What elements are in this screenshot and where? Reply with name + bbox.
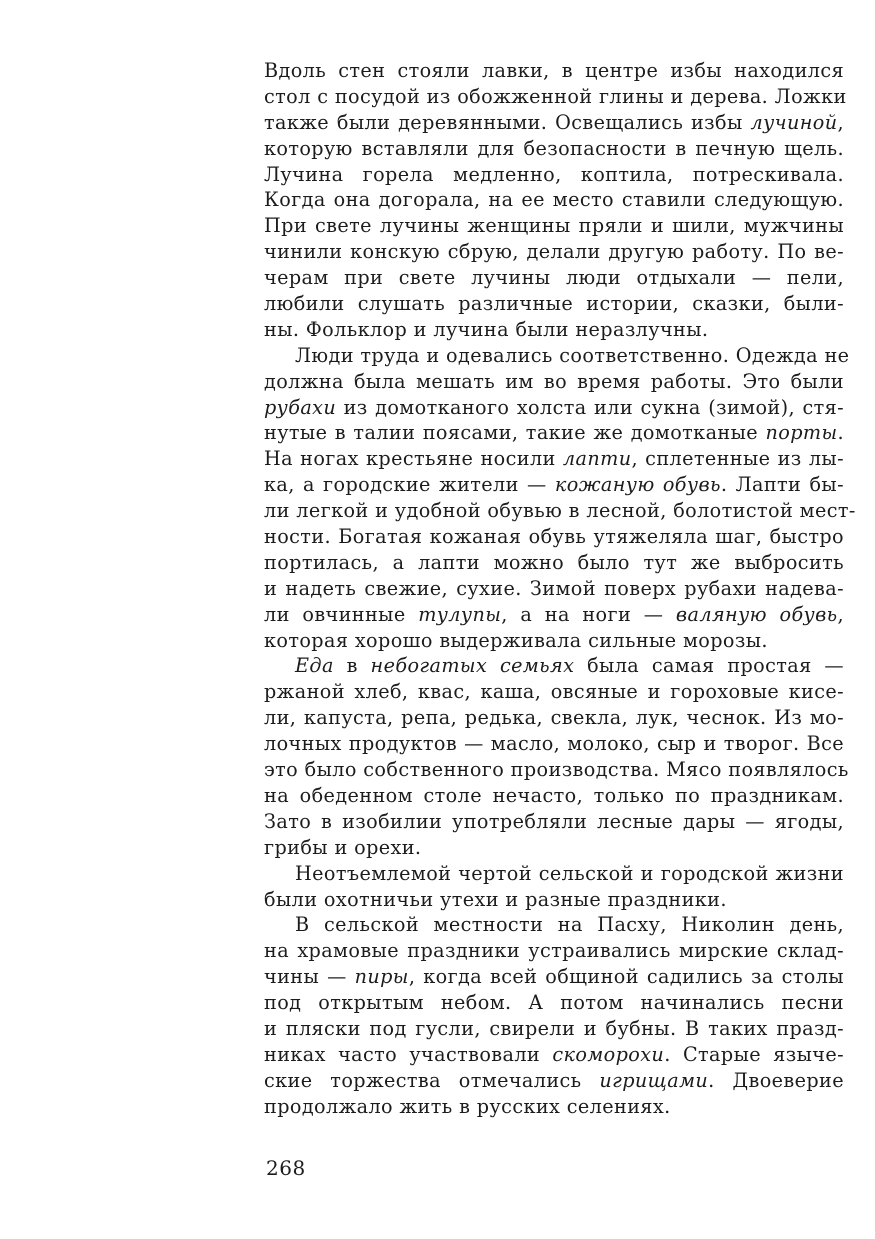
text-run: и пляски под гусли, свирели и бубны. В таких празд- [264, 1016, 844, 1040]
text-run: также были деревянными. Освещались избы [264, 110, 751, 134]
text-run: и надеть свежие, сухие. Зимой поверх рубахи надева- [264, 576, 844, 600]
text-run: нутые в талии поясами, такие же домотканые [264, 421, 766, 445]
paragraph [264, 912, 844, 1119]
text-run: ржаной хлеб, квас, каша, овсяные и гороховые кисе- [264, 680, 844, 704]
text-run: . Лапти бы- [720, 473, 844, 497]
text-run: на храмовые праздники устраивались мирские склад- [264, 939, 844, 963]
text-run: На ногах крестьяне носили [264, 447, 563, 471]
page-number: 268 [266, 1156, 306, 1180]
paragraph [264, 343, 856, 654]
text-run: Лучина горела медленно, коптила, потрескивала. [264, 162, 844, 186]
text-run: . Старые языче- [664, 1042, 844, 1066]
italic-term: скоморохи [552, 1042, 665, 1066]
text-line [264, 369, 844, 395]
text-run: , [837, 110, 844, 134]
text-run: ны. Фольклор и лучина были неразлучны. [264, 317, 709, 341]
text-run: которую вставляли для безопасности в печную щель. [264, 136, 844, 160]
text-run: В сельской местности на Пасху, Николин день, [295, 913, 844, 937]
text-run: ли овчинные [264, 602, 419, 626]
text-run: должна была мешать им во время работы. Это были [264, 369, 844, 393]
text-line [264, 110, 844, 136]
text-line [264, 757, 849, 783]
text-run: продолжало жить в русских селениях. [264, 1094, 671, 1118]
paragraph [264, 861, 844, 913]
paragraph [264, 58, 847, 343]
text-run: , [837, 602, 845, 626]
text-run: на обеденном столе нечасто, только по праздникам. [264, 783, 844, 807]
text-run: , когда всей общиной садились за столы [408, 965, 844, 989]
text-line [264, 861, 844, 887]
text-line [264, 472, 844, 498]
text-run: черам при свете лучины люди отдыхали — пели, [264, 266, 844, 290]
text-run: Зато в изобилии употребляли лесные дары — ягоды, [264, 809, 844, 833]
italic-term: тулупы [418, 602, 502, 626]
text-run: были охотничьи утехи и разные праздники. [264, 887, 727, 911]
text-line [264, 887, 844, 913]
text-run: . [837, 421, 844, 445]
text-run: это было собственного производства. Мясо появлялось [264, 758, 849, 782]
text-line [264, 265, 844, 291]
text-line [264, 628, 844, 654]
text-run: ские торжества отмечались [264, 1068, 600, 1092]
text-run: . Двоеверие [708, 1068, 844, 1092]
italic-term: лапти [562, 447, 632, 471]
text-line [264, 835, 844, 861]
text-line [264, 653, 844, 679]
italic-term: Еда [295, 654, 334, 678]
text-line [264, 679, 844, 705]
text-run: чинили конскую сбрую, делали другую работу. По ве- [264, 240, 844, 264]
text-run: , а на ноги — [501, 602, 676, 626]
italic-term: лучиной [750, 110, 838, 134]
text-run: под открытым небом. А потом начинались песни [264, 991, 844, 1015]
text-run: чины — [264, 965, 355, 989]
text-run: , сплетенные из лы- [631, 447, 844, 471]
text-run: Люди труда и одевались соответственно. Одежда не [295, 343, 850, 367]
text-line [264, 1068, 844, 1094]
text-line [264, 964, 844, 990]
text-line [264, 291, 844, 317]
text-line [264, 550, 844, 576]
text-run: лочных продуктов — масло, молоко, сыр и творог. Все [264, 732, 844, 756]
text-line [264, 576, 844, 602]
text-line [264, 705, 844, 731]
text-line [264, 990, 844, 1016]
text-run: которая хорошо выдерживала сильные морозы. [264, 628, 768, 652]
text-line [264, 1016, 844, 1042]
text-run: ли легкой и удобной обувью в лесной, болотистой мест- [264, 499, 856, 523]
text-run: в [333, 654, 371, 678]
text-run: ности. Богатая кожаная обувь утяжеляла шаг, быстро [264, 525, 844, 549]
italic-term: порты [765, 421, 838, 445]
text-run: любили слушать различные истории, сказки, были- [264, 292, 844, 316]
italic-term: пиры [354, 965, 409, 989]
italic-term: небогатых семьях [370, 654, 575, 678]
text-line [264, 783, 844, 809]
text-line [264, 731, 844, 757]
text-line [264, 136, 844, 162]
text-line [264, 213, 844, 239]
text-line [264, 420, 844, 446]
text-line [264, 1094, 844, 1120]
text-line [264, 58, 844, 84]
text-line [264, 1042, 844, 1068]
text-line [264, 187, 844, 213]
body-text [264, 58, 856, 1120]
text-run: Когда она догорала, на ее место ставили следующую. [264, 188, 844, 212]
text-line [264, 938, 844, 964]
text-run: Вдоль стен стояли лавки, в центре избы находился [264, 59, 844, 82]
italic-term: кожаную обувь [554, 473, 721, 497]
text-line [264, 84, 847, 110]
text-line [264, 343, 850, 369]
text-run: портилась, а лапти можно было тут же выбросить [264, 550, 844, 574]
italic-term: рубахи [264, 395, 337, 419]
text-line [264, 446, 844, 472]
paragraph [264, 653, 849, 860]
text-run: из домотканого холста или сукна (зимой), стя- [336, 395, 844, 419]
italic-term: валяную обувь [675, 602, 838, 626]
text-line [264, 239, 844, 265]
text-line [264, 912, 844, 938]
text-line [264, 809, 844, 835]
text-run: была самая простая — [574, 654, 844, 678]
text-line [264, 395, 844, 421]
italic-term: игрищами [599, 1068, 709, 1092]
text-run: грибы и орехи. [264, 835, 422, 859]
text-run: ли, капуста, репа, редька, свекла, лук, чеснок. Из мо- [264, 706, 844, 730]
text-run: никах часто участвовали [264, 1042, 553, 1066]
text-line [264, 162, 844, 188]
text-line [264, 524, 844, 550]
text-run: Неотъемлемой чертой сельской и городской жизни [295, 861, 844, 885]
text-line [264, 317, 844, 343]
text-line [264, 498, 856, 524]
text-run: При свете лучины женщины пряли и шили, мужчины [264, 214, 844, 238]
text-run: ка, а городские жители — [264, 473, 555, 497]
text-run: стол с посудой из обожженной глины и дерева. Ложки [264, 84, 847, 108]
text-line [264, 602, 844, 628]
